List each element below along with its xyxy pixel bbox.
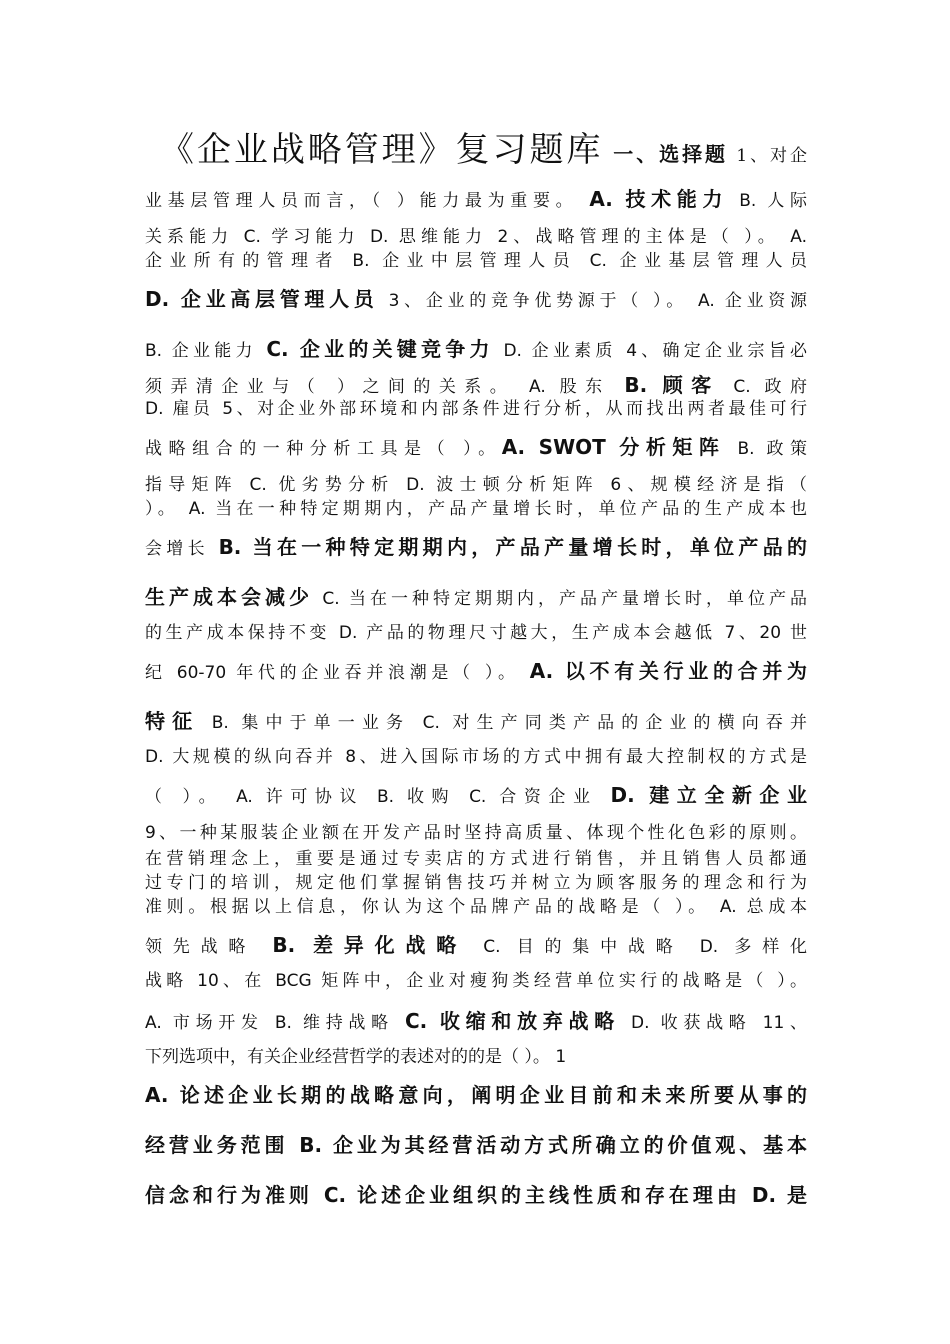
answer-text: D. 建立全新企业 — [610, 783, 807, 807]
text-line — [145, 1046, 807, 1068]
text-line — [145, 872, 807, 894]
text-span: ）。 A. 当在一种特定期期内，产品产量增长时，单位产品的生产成本也 — [145, 499, 807, 519]
text-line — [145, 1184, 807, 1208]
answer-text: A. SWOT 分析矩阵 — [501, 435, 726, 459]
text-span: 战略组合的一种分析工具是（ ）。 — [145, 439, 502, 459]
text-line — [145, 896, 807, 918]
text-line — [145, 1010, 807, 1034]
text-line — [145, 660, 807, 684]
text-line — [145, 934, 807, 958]
text-line — [145, 188, 807, 212]
page-title: 《企业战略管理》复习题库 — [160, 130, 604, 170]
text-line — [145, 436, 807, 460]
text-span: A. 市场开发 B. 维持战略 — [145, 1013, 405, 1033]
text-span: C. 政府 — [719, 377, 807, 397]
text-span: 的生产成本保持不变 — [145, 623, 339, 643]
text-span: B. 集中于单一业务 C. 对生产同类产品的企业的横向吞并 — [199, 713, 807, 733]
text-line — [145, 398, 807, 420]
answer-text: 一、选择题 — [603, 142, 728, 166]
text-span: 9、一种某服装企业额在开发产品时坚持高质量、体现个性化色彩的原则。 — [145, 823, 807, 843]
text-line — [145, 746, 807, 768]
text-span: 指导矩阵 — [145, 475, 250, 495]
text-span: 战略 — [145, 971, 198, 991]
text-span: B. 人际 — [728, 191, 808, 211]
answer-text: B. 顾客 — [624, 373, 720, 397]
text-line — [145, 338, 807, 362]
text-span: 业基层管理人员而言，（ ）能力最为重要。 — [145, 191, 590, 211]
text-span: 须弄清企业与（ ）之间的关系。 — [145, 377, 530, 397]
text-line — [145, 622, 807, 644]
text-span: 下列选项中，有关企业经营哲学的表述对的的是（ ）。 — [145, 1047, 556, 1067]
text-line — [145, 1084, 807, 1108]
text-span: （ ）。 A. 许可协议 B. 收购 C. 合资企业 — [145, 787, 611, 807]
text-line — [145, 822, 807, 844]
answer-text: A. 以不有关行业的合并为 — [529, 659, 807, 683]
answer-text: 生产成本会减少 — [145, 585, 313, 609]
text-line — [145, 536, 807, 560]
text-span: A. 股东 — [529, 377, 625, 397]
text-span: B. 企业能力 — [145, 341, 267, 361]
text-span: 领先战略 — [145, 937, 273, 957]
text-line — [145, 1134, 807, 1158]
text-span: 在营销理念上，重要是通过专卖店的方式进行销售，并且销售人员都通 — [145, 849, 807, 869]
answer-text: B. 当在一种特定期期内，产品产量增长时，单位产品的 — [218, 535, 807, 559]
answer-text: B. 差异化战略 — [272, 933, 468, 957]
text-span: C. 优劣势分析 D. 波士顿分析矩阵 6、规模经济是指（ — [249, 475, 808, 495]
text-span: B. 政策 — [725, 439, 808, 459]
text-line — [145, 288, 807, 312]
text-span: C. 学习能力 D. 思维能力 2、战略管理的主体是（ ）。 A. — [243, 227, 807, 247]
text-span: 10、在 BCG 矩阵中，企业对瘦狗类经营单位实行的战略是（ ）。 — [197, 971, 808, 991]
answer-text: C. 收缩和放弃战略 — [404, 1009, 620, 1033]
text-line — [145, 474, 807, 496]
answer-text: D. 企业高层管理人员 — [145, 287, 379, 311]
text-span: 关系能力 — [145, 227, 244, 247]
text-span: B. 企业中层管理人员 C. 企业基层管理人员 — [352, 251, 807, 271]
text-line — [145, 586, 807, 610]
answer-text: 特征 — [145, 709, 200, 733]
answer-text: A. 论述企业长期的战略意向，阐明企业目前和未来所要从事的 — [145, 1083, 807, 1107]
text-span: D. 企业素质 4、确定企业宗旨必 — [493, 341, 807, 361]
text-span: 纪 60-70 年代的企业吞并浪潮是（ ）。 — [145, 663, 530, 683]
text-span: D. 雇员 5、对企业外部环境和内部条件进行分析，从而找出两者最佳可行 — [145, 399, 807, 419]
text-span: 过专门的培训，规定他们掌握销售技巧并树立为顾客服务的理念和行为 — [145, 873, 807, 893]
text-line — [145, 710, 807, 734]
text-span: 1、对企 — [727, 146, 807, 166]
text-line — [145, 226, 807, 248]
text-line — [145, 250, 807, 272]
answer-text: 经营业务范围 B. 企业为其经营活动方式所确立的价值观、基本 — [145, 1133, 807, 1157]
answer-text: A. 技术能力 — [589, 187, 729, 211]
text-span: 准则。根据以上信息，你认为这个品牌产品的战略是（ ）。 — [145, 897, 720, 917]
text-line — [145, 970, 807, 992]
answer-text: 信念和行为准则 C. 论述企业组织的主线性质和存在理由 D. 是 — [145, 1183, 807, 1207]
answer-text: C. 企业的关键竞争力 — [266, 337, 494, 361]
text-line — [145, 374, 807, 398]
text-span: D. 产品的物理尺寸越大，生产成本会越低 7、20 世 — [338, 623, 808, 643]
text-span: 1 — [555, 1047, 567, 1067]
page-title-line — [160, 130, 807, 176]
text-span: 会增长 — [145, 539, 219, 559]
text-line — [145, 848, 807, 870]
text-span: C. 当在一种特定期期内，产品产量增长时，单位产品 — [312, 589, 807, 609]
text-line — [145, 498, 807, 520]
text-span: 企业所有的管理者 — [145, 251, 353, 271]
text-span: D. 大规模的纵向吞并 8、进入国际市场的方式中拥有最大控制权的方式是 — [145, 747, 807, 767]
text-span: A. 总成本 — [719, 897, 808, 917]
text-span: D. 收获战略 11、 — [619, 1013, 807, 1033]
text-span: 3、企业的竞争优势源于（ ）。 A. 企业资源 — [378, 291, 807, 311]
text-line — [145, 784, 807, 808]
text-span: C. 目的集中战略 D. 多样化 — [467, 937, 807, 957]
